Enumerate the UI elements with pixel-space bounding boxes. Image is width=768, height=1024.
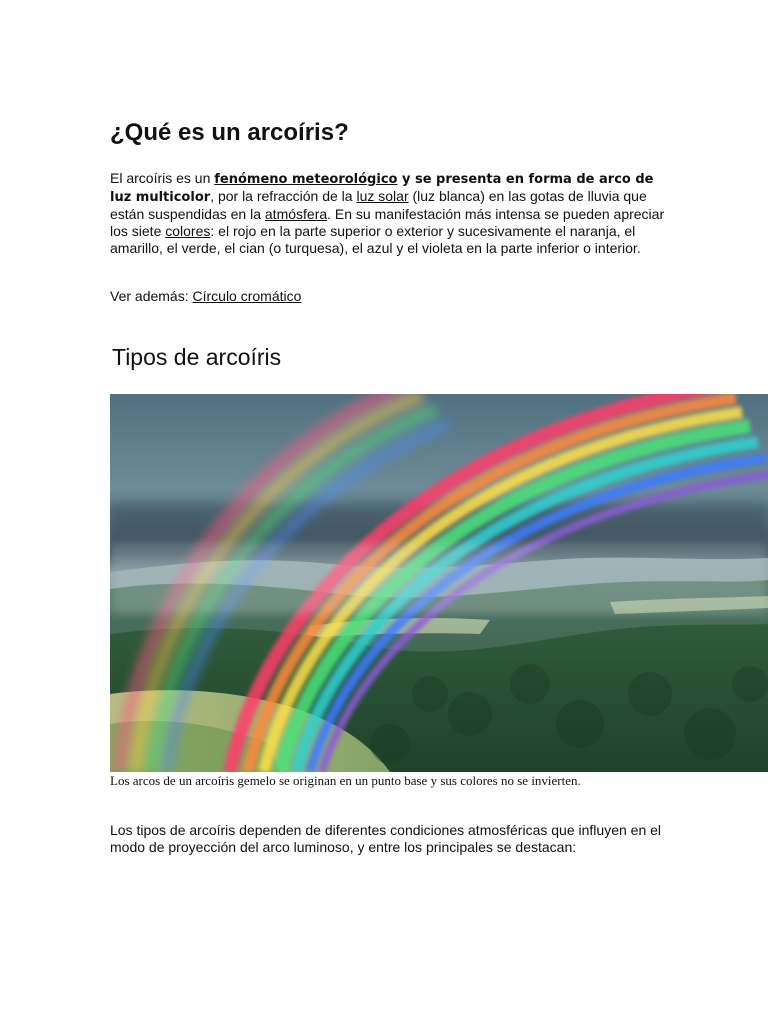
image-caption: Los arcos de un arcoíris gemelo se originan en un punto base y sus colores no se invierten. [110, 773, 581, 788]
intro-text-3: (luz blanca) en las gotas de lluvia que están suspendidas en la [110, 188, 647, 222]
see-also-prefix: Ver además: [110, 288, 193, 304]
intro-text-4: . En su manifestación más intensa se pueden apreciar los siete [110, 206, 665, 239]
intro-text-5: : el rojo en la parte superior o exterior y sucesivamente el naranja, el amarillo, el verde, el cian (o turquesa), el azul y el violeta en la parte inferior o interior. [110, 223, 641, 256]
link-luz-solar[interactable]: luz solar [356, 188, 409, 204]
intro-bold-rest: y se presenta en forma de arco de luz multicolor [110, 172, 654, 205]
link-atmosfera[interactable]: atmósfera [264, 206, 328, 222]
types-paragraph: Los tipos de arcoíris dependen de diferentes condiciones atmosféricas que influyen en el modo de proyección del arco luminoso, y entre los principales se destacan: [110, 822, 662, 855]
link-colores[interactable]: colores [165, 223, 211, 239]
intro-text-2: , por la refracción de la [210, 188, 357, 204]
see-also-line [110, 288, 670, 305]
intro-paragraph [110, 170, 670, 257]
link-fenomeno-meteorologico[interactable]: fenómeno meteorológico [214, 172, 398, 187]
section-title: Tipos de arcoíris [112, 344, 282, 370]
rainbow-photo [110, 394, 768, 772]
intro-text-1: El arcoíris es un [110, 170, 215, 186]
page-title: ¿Qué es un arcoíris? [110, 119, 349, 146]
link-circulo-cromatico[interactable]: Círculo cromático [192, 288, 302, 304]
